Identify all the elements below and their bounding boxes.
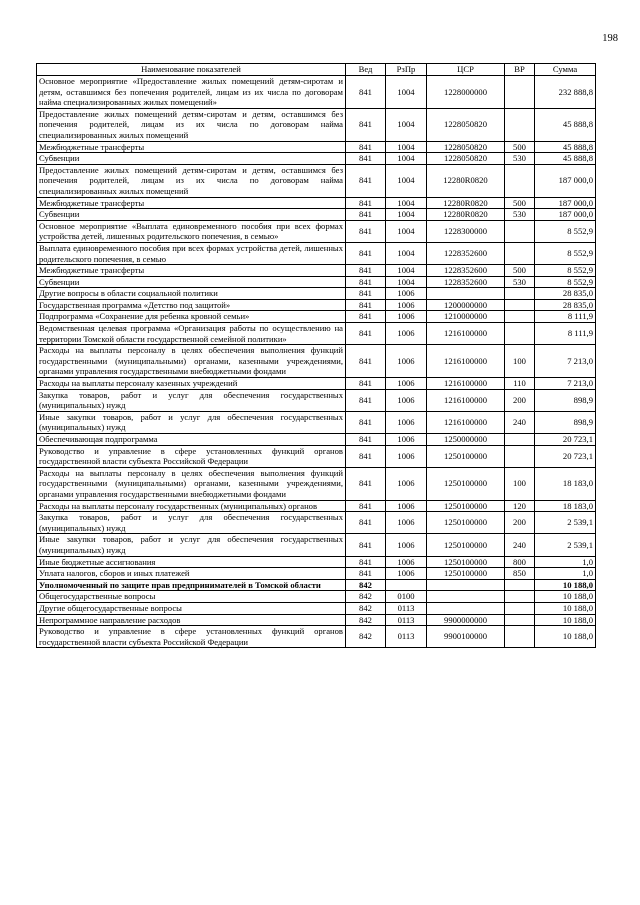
row-csr: 1250100000: [427, 568, 505, 580]
row-vr: [505, 311, 535, 323]
table-row: [37, 411, 596, 433]
row-name: Подпрограмма «Сохранение для ребенка кровной семьи»: [37, 311, 346, 323]
row-vr: [505, 299, 535, 311]
row-rzpr: 1006: [386, 299, 427, 311]
row-sum: 10 188,0: [535, 614, 596, 626]
row-ved: 841: [346, 153, 386, 165]
row-sum: 8 552,9: [535, 242, 596, 264]
row-sum: 45 888,8: [535, 153, 596, 165]
row-vr: [505, 76, 535, 109]
row-vr: 120: [505, 500, 535, 512]
row-sum: 45 888,8: [535, 108, 596, 141]
table-row: [37, 626, 596, 648]
row-sum: 1,0: [535, 556, 596, 568]
row-ved: 841: [346, 242, 386, 264]
row-name: Основное мероприятие «Выплата единовременного пособия при всех формах устройства детей, лишенных родительского попечения, в семью»: [37, 220, 346, 242]
table-row: [37, 276, 596, 288]
row-name: Иные закупки товаров, работ и услуг для обеспечения государственных (муниципальных) нужд: [37, 534, 346, 556]
row-ved: 841: [346, 288, 386, 300]
row-rzpr: 1004: [386, 141, 427, 153]
row-rzpr: [386, 579, 427, 591]
row-name: Обеспечивающая подпрограмма: [37, 434, 346, 446]
row-rzpr: 1006: [386, 500, 427, 512]
row-vr: 800: [505, 556, 535, 568]
row-ved: 841: [346, 76, 386, 109]
row-csr: 1228050820: [427, 108, 505, 141]
page-number: 198: [602, 33, 618, 44]
row-ved: 841: [346, 197, 386, 209]
row-sum: 10 188,0: [535, 579, 596, 591]
row-name: Субвенции: [37, 276, 346, 288]
row-ved: 841: [346, 389, 386, 411]
row-rzpr: 1006: [386, 568, 427, 580]
row-ved: 841: [346, 108, 386, 141]
row-name: Расходы на выплаты персоналу в целях обеспечения выполнения функций государственными (муниципальными) органами, казенными учреждениями, органами управления государственными внебюджетными фондами: [37, 345, 346, 378]
table-row: [37, 579, 596, 591]
row-csr: [427, 579, 505, 591]
row-sum: 18 183,0: [535, 467, 596, 500]
row-vr: [505, 626, 535, 648]
row-sum: 28 835,0: [535, 288, 596, 300]
row-vr: 530: [505, 153, 535, 165]
row-ved: 842: [346, 591, 386, 603]
row-name: Основное мероприятие «Предоставление жилых помещений детям-сиротам и детям, оставшимся без попечения родителей, лицам из их числа по договорам найма специализированных жилых помещений»: [37, 76, 346, 109]
row-csr: 1250100000: [427, 512, 505, 534]
row-rzpr: 1004: [386, 153, 427, 165]
row-csr: 1250100000: [427, 445, 505, 467]
row-sum: 20 723,1: [535, 445, 596, 467]
row-csr: 1250000000: [427, 434, 505, 446]
row-rzpr: 1004: [386, 242, 427, 264]
row-sum: 45 888,8: [535, 141, 596, 153]
row-ved: 841: [346, 220, 386, 242]
row-name: Другие вопросы в области социальной политики: [37, 288, 346, 300]
row-name: Ведомственная целевая программа «Организация работы по осуществлению на территории Томской области государственной семейной политики»: [37, 323, 346, 345]
row-rzpr: 1006: [386, 323, 427, 345]
table-row: [37, 220, 596, 242]
row-csr: 1250100000: [427, 467, 505, 500]
row-ved: 841: [346, 345, 386, 378]
row-name: Иные бюджетные ассигнования: [37, 556, 346, 568]
table-row: [37, 108, 596, 141]
row-name: Закупка товаров, работ и услуг для обеспечения государственных (муниципальных) нужд: [37, 389, 346, 411]
row-vr: [505, 434, 535, 446]
row-rzpr: 1004: [386, 197, 427, 209]
row-vr: 200: [505, 512, 535, 534]
table-row: [37, 445, 596, 467]
row-name: Уплата налогов, сборов и иных платежей: [37, 568, 346, 580]
row-sum: 8 552,9: [535, 265, 596, 277]
row-name: Межбюджетные трансферты: [37, 141, 346, 153]
row-vr: 530: [505, 209, 535, 221]
row-vr: [505, 242, 535, 264]
header-vr: ВР: [505, 64, 535, 76]
row-ved: 841: [346, 323, 386, 345]
row-csr: 1216100000: [427, 411, 505, 433]
row-csr: [427, 602, 505, 614]
row-rzpr: 1004: [386, 265, 427, 277]
row-sum: 187 000,0: [535, 197, 596, 209]
row-sum: 18 183,0: [535, 500, 596, 512]
row-sum: 187 000,0: [535, 209, 596, 221]
row-vr: 200: [505, 389, 535, 411]
row-vr: [505, 579, 535, 591]
table-row: [37, 299, 596, 311]
row-sum: 10 188,0: [535, 591, 596, 603]
row-sum: 1,0: [535, 568, 596, 580]
row-csr: 1228300000: [427, 220, 505, 242]
table-row: [37, 534, 596, 556]
row-name: Межбюджетные трансферты: [37, 265, 346, 277]
table-row: [37, 345, 596, 378]
row-rzpr: 1006: [386, 389, 427, 411]
row-ved: 841: [346, 445, 386, 467]
row-vr: 100: [505, 467, 535, 500]
row-rzpr: 1006: [386, 556, 427, 568]
row-rzpr: 1006: [386, 378, 427, 390]
row-ved: 841: [346, 164, 386, 197]
row-vr: [505, 445, 535, 467]
row-ved: 842: [346, 614, 386, 626]
row-ved: 841: [346, 534, 386, 556]
row-rzpr: 1004: [386, 76, 427, 109]
row-csr: 1250100000: [427, 534, 505, 556]
row-csr: 1228050820: [427, 153, 505, 165]
table-row: [37, 591, 596, 603]
row-csr: 1216100000: [427, 389, 505, 411]
row-rzpr: 1006: [386, 534, 427, 556]
row-name: Другие общегосударственные вопросы: [37, 602, 346, 614]
row-name: Субвенции: [37, 153, 346, 165]
row-sum: 8 111,9: [535, 323, 596, 345]
row-csr: 1228050820: [427, 141, 505, 153]
table-row: [37, 242, 596, 264]
row-csr: 1216100000: [427, 323, 505, 345]
row-rzpr: 1006: [386, 467, 427, 500]
table-row: [37, 389, 596, 411]
table-row: [37, 556, 596, 568]
row-csr: [427, 591, 505, 603]
row-rzpr: 1004: [386, 220, 427, 242]
table-row: [37, 602, 596, 614]
row-rzpr: 1006: [386, 445, 427, 467]
row-ved: 841: [346, 500, 386, 512]
row-sum: 898,9: [535, 389, 596, 411]
row-name: Выплата единовременного пособия при всех формах устройства детей, лишенных родительского попечения, в семью: [37, 242, 346, 264]
row-rzpr: 1004: [386, 108, 427, 141]
row-ved: 841: [346, 568, 386, 580]
row-vr: 500: [505, 197, 535, 209]
table-row: [37, 164, 596, 197]
table-row: [37, 512, 596, 534]
row-csr: 1216100000: [427, 378, 505, 390]
table-header-row: [37, 64, 596, 76]
row-csr: 12280R0820: [427, 164, 505, 197]
row-ved: 841: [346, 467, 386, 500]
row-ved: 841: [346, 141, 386, 153]
row-ved: 841: [346, 434, 386, 446]
row-csr: 9900000000: [427, 614, 505, 626]
row-sum: 8 111,9: [535, 311, 596, 323]
table-row: [37, 323, 596, 345]
row-csr: 1228352600: [427, 265, 505, 277]
row-rzpr: 0113: [386, 626, 427, 648]
row-ved: 841: [346, 276, 386, 288]
row-rzpr: 0113: [386, 614, 427, 626]
row-ved: 841: [346, 378, 386, 390]
row-rzpr: 0113: [386, 602, 427, 614]
row-ved: 842: [346, 626, 386, 648]
table-row: [37, 288, 596, 300]
row-vr: [505, 108, 535, 141]
header-rzpr: РзПр: [386, 64, 427, 76]
header-csr: ЦСР: [427, 64, 505, 76]
row-vr: [505, 220, 535, 242]
row-csr: 1228352600: [427, 242, 505, 264]
row-rzpr: 1006: [386, 288, 427, 300]
row-vr: 500: [505, 141, 535, 153]
table-row: [37, 265, 596, 277]
row-sum: 7 213,0: [535, 345, 596, 378]
row-csr: 1216100000: [427, 345, 505, 378]
row-name: Непрограммное направление расходов: [37, 614, 346, 626]
row-sum: 2 539,1: [535, 512, 596, 534]
header-name: Наименование показателей: [37, 64, 346, 76]
row-vr: 240: [505, 411, 535, 433]
table-row: [37, 153, 596, 165]
row-vr: [505, 614, 535, 626]
row-vr: 500: [505, 265, 535, 277]
row-csr: 9900100000: [427, 626, 505, 648]
row-csr: 1228000000: [427, 76, 505, 109]
row-ved: 841: [346, 512, 386, 534]
row-sum: 898,9: [535, 411, 596, 433]
row-sum: 187 000,0: [535, 164, 596, 197]
row-name: Закупка товаров, работ и услуг для обеспечения государственных (муниципальных) нужд: [37, 512, 346, 534]
row-ved: 841: [346, 209, 386, 221]
row-csr: 1200000000: [427, 299, 505, 311]
row-ved: 841: [346, 411, 386, 433]
row-name: Субвенции: [37, 209, 346, 221]
header-sum: Сумма: [535, 64, 596, 76]
row-rzpr: 1006: [386, 434, 427, 446]
row-sum: 10 188,0: [535, 602, 596, 614]
row-sum: 2 539,1: [535, 534, 596, 556]
row-csr: 1210000000: [427, 311, 505, 323]
table-row: [37, 614, 596, 626]
row-csr: 1250100000: [427, 500, 505, 512]
row-name: Межбюджетные трансферты: [37, 197, 346, 209]
row-sum: 7 213,0: [535, 378, 596, 390]
row-rzpr: 1006: [386, 512, 427, 534]
row-ved: 841: [346, 265, 386, 277]
row-csr: 1228352600: [427, 276, 505, 288]
row-ved: 841: [346, 299, 386, 311]
row-name: Руководство и управление в сфере установленных функций органов государственной власти субъекта Российской Федерации: [37, 445, 346, 467]
row-rzpr: 1006: [386, 345, 427, 378]
table-row: [37, 568, 596, 580]
row-rzpr: 1004: [386, 276, 427, 288]
row-name: Расходы на выплаты персоналу в целях обеспечения выполнения функций государственными (муниципальными) органами, казенными учреждениями, органами управления государственными внебюджетными фондами: [37, 467, 346, 500]
table-row: [37, 378, 596, 390]
row-csr: 12280R0820: [427, 197, 505, 209]
row-rzpr: 1006: [386, 311, 427, 323]
table-row: [37, 141, 596, 153]
table-row: [37, 311, 596, 323]
row-vr: 110: [505, 378, 535, 390]
row-rzpr: 1004: [386, 164, 427, 197]
row-vr: 850: [505, 568, 535, 580]
row-name: Предоставление жилых помещений детям-сиротам и детям, оставшимся без попечения родителей, лицам из их числа по договорам найма специализированных жилых помещений: [37, 108, 346, 141]
row-ved: 842: [346, 602, 386, 614]
row-name: Расходы на выплаты персоналу государственных (муниципальных) органов: [37, 500, 346, 512]
row-csr: [427, 288, 505, 300]
table-row: [37, 76, 596, 109]
row-csr: 12280R0820: [427, 209, 505, 221]
row-ved: 842: [346, 579, 386, 591]
row-name: Уполномоченный по защите прав предпринимателей в Томской области: [37, 579, 346, 591]
header-ved: Вед: [346, 64, 386, 76]
row-vr: [505, 591, 535, 603]
table-row: [37, 197, 596, 209]
row-ved: 841: [346, 311, 386, 323]
row-name: Общегосударственные вопросы: [37, 591, 346, 603]
row-vr: 240: [505, 534, 535, 556]
row-rzpr: 0100: [386, 591, 427, 603]
row-sum: 20 723,1: [535, 434, 596, 446]
row-sum: 10 188,0: [535, 626, 596, 648]
row-vr: [505, 602, 535, 614]
row-vr: [505, 164, 535, 197]
row-name: Руководство и управление в сфере установленных функций органов государственной власти субъекта Российской Федерации: [37, 626, 346, 648]
table-row: [37, 434, 596, 446]
row-sum: 28 835,0: [535, 299, 596, 311]
row-vr: [505, 288, 535, 300]
budget-table: [36, 63, 596, 648]
row-rzpr: 1006: [386, 411, 427, 433]
table-row: [37, 209, 596, 221]
table-row: [37, 500, 596, 512]
table-row: [37, 467, 596, 500]
row-rzpr: 1004: [386, 209, 427, 221]
row-sum: 232 888,8: [535, 76, 596, 109]
row-sum: 8 552,9: [535, 220, 596, 242]
row-name: Иные закупки товаров, работ и услуг для обеспечения государственных (муниципальных) нужд: [37, 411, 346, 433]
row-name: Предоставление жилых помещений детям-сиротам и детям, оставшимся без попечения родителей, лицам из их числа по договорам найма специализированных жилых помещений: [37, 164, 346, 197]
row-csr: 1250100000: [427, 556, 505, 568]
row-vr: 530: [505, 276, 535, 288]
row-vr: 100: [505, 345, 535, 378]
row-name: Государственная программа «Детство под защитой»: [37, 299, 346, 311]
row-sum: 8 552,9: [535, 276, 596, 288]
row-vr: [505, 323, 535, 345]
row-name: Расходы на выплаты персоналу казенных учреждений: [37, 378, 346, 390]
row-ved: 841: [346, 556, 386, 568]
